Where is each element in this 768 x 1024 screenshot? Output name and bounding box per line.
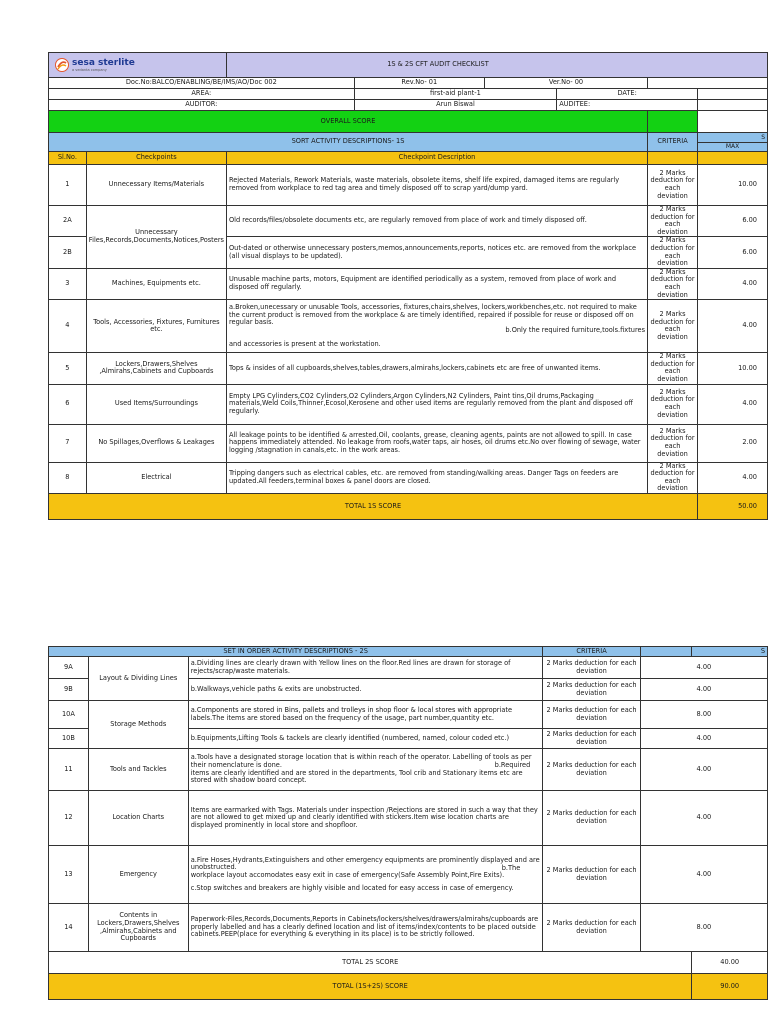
table-row: 12 Location Charts Items are earmarked with Tags. Materials under inspection /Rejections are stored in such a way that they are not allowed to get mixed up and clearly identified with stickers.Item wise location charts are displayed prominently in local store and shopfloor. 2 Marks deduction for each deviation 4.00 <box>49 791 768 846</box>
set-criteria-header: CRITERIA <box>543 647 641 657</box>
table-row: 11 Tools and Tackles a.Tools have a designated storage location that is within reach of the operator. Labelling of tools as per their nomenclature is done. b.Required items are clearly identified and are stored in the departments, Tool crib and Stationary items etc are stored with shadow board concept. 2 Marks deduction for each deviation 4.00 <box>49 749 768 791</box>
logo-name: sesa sterlite <box>72 57 135 68</box>
checkpoints-header: Checkpoints <box>86 152 226 165</box>
total-2s-label: TOTAL 2S SCORE <box>49 952 692 974</box>
table-row: 13 Emergency a.Fire Hoses,Hydrants,Extinguishers and other emergency equipments are prominently displayed and are unobstructed. b.The workplace layout accomodates easy exit in case of emergency(Safe Assembly Point,Fire Exits). c.Stop switches and breakers are highly visible and located for easy access in case of emergency. 2 Marks deduction for each deviation 4.00 <box>49 846 768 904</box>
total-1s-row <box>49 493 768 519</box>
auditee-value[interactable] <box>698 100 768 111</box>
table-row: 14 Contents in Lockers,Drawers,Shelves ,Almirahs,Cabinets and Cupboards Paperwork-Files,Records,Documents,Reports in Cabinets/lockers/shelves/drawers/almirahs/cupboards are properly labelled and has a clearly defined location and list of items/index/contents to be placed outside cabinets.PEEP(place for everything & everything in its place) is to be strictly followed. 2 Marks deduction for each deviation 8.00 <box>49 904 768 952</box>
version-number: Ver.No- 00 <box>484 78 647 89</box>
total-all-label: TOTAL (1S+2S) SCORE <box>49 974 692 1000</box>
auditor-label: AUDITOR: <box>49 100 355 111</box>
criteria-header: CRITERIA <box>648 133 698 152</box>
set-in-order-table: SET IN ORDER ACTIVITY DESCRIPTIONS - 2S CRITERIA S 9A Layout & Dividing Lines a.Dividing lines are clearly drawn with Yellow lines on the floor.Red lines are drawn for storage of rejects/scrap/waste materials. 2 Marks deduction for each deviation 4.00 9B b.Walkways,vehicle paths & exits are unobstructed. 2 Marks deduction for each deviation 4.00 10A Storage Methods a.Components are stored in Bins, pallets and trolleys in shop floor & local stores with appropriate labels.The items are stored based on the frequency of the usage, part number,quantity etc. 2 Marks deduction for each deviation 8.00 10B b.Equipments,Lifting Tools & tackels are clearly identified (numbered, named, colour coded etc.) 2 Marks deduction for each deviation 4.00 11 Tools and Tackles a.Tools have a designated storage location that is within reach of the operator. Labelling of tools as per their nomenclature is done. b.Required items are clearly identified and are stored in the departments, Tool crib and Stationary items etc are stored with shadow board concept. 2 Marks deduction for each deviation 4.00 12 Location Charts Items are earmarked with Tags. Materials under inspection /Rejections are stored in such a way that they are not allowed to get mixed up and clearly identified with stickers.Item wise location charts are displayed prominently in local store and shopfloor. 2 Marks deduction for each deviation 4.00 13 Emergency a.Fire Hoses,Hydrants,Extinguishers and other emergency equipments are prominently displayed and are unobstructed. b.The workplace layout accomodates easy exit in case of emergency(Safe Assembly Point,Fire Exits). c.Stop switches and breakers are highly visible and located for easy access in case of emergency. 2 Marks deduction for each deviation 4.00 14 Contents in Lockers,Drawers,Shelves ,Almirahs,Cabinets and Cupboards Paperwork-Files,Records,Documents,Reports in Cabinets/lockers/shelves/drawers/almirahs/cupboards are properly labelled and has a clearly defined location and list of items/index/contents to be placed outside cabinets.PEEP(place for everything & everything in its place) is to be strictly followed. 2 Marks deduction for each deviation 8.00 TOTAL 2S SCORE 40.00 TOTAL (1S+2S) SCORE 90.00 <box>48 646 768 1000</box>
total-all-row <box>49 974 768 1000</box>
table-row: 5 Lockers,Drawers,Shelves ,Almirahs,Cabinets and Cupboards Tops & insides of all cupboards,shelves,tables,drawers,almirahs,lockers,cabinets etc are free of unwanted items. 2 Marks deduction for each deviation 10.00 <box>49 353 768 384</box>
date-value[interactable] <box>698 89 768 100</box>
table-row: 2B Out-dated or otherwise unnecessary posters,memos,announcements,reports, notices etc. are removed from the workplace (all visual displays to be updated). 2 Marks deduction for each deviation 6.00 <box>49 237 768 268</box>
date-label: DATE: <box>557 89 698 100</box>
table-row: 6 Used Items/Surroundings Empty LPG Cylinders,CO2 Cylinders,O2 Cylinders,Argon Cylinders,N2 Cylinders, Paint tins,Oil drums,Packaging materials,Weld Coils,Thinner,Ecosol,Kerosene and other used items are regularly removed from the plant and disposed off regularly. 2 Marks deduction for each deviation 4.00 <box>49 384 768 424</box>
audit-checklist-sheet <box>48 0 768 1024</box>
total-2s-value: 40.00 <box>692 952 768 974</box>
total-1s-label: TOTAL 1S SCORE <box>49 493 698 519</box>
table-row: 1 Unnecessary Items/Materials Rejected Materials, Rework Materials, waste materials, obsolete items, shelf life expired, damaged items are regularly removed from workplace to red tag area and timely disposed off to scrap yard/dump yard. 2 Marks deduction for each deviation 10.00 <box>49 165 768 206</box>
table-row: 10A Storage Methods a.Components are stored in Bins, pallets and trolleys in shop floor & local stores with appropriate labels.The items are stored based on the frequency of the usage, part number,quantity etc. 2 Marks deduction for each deviation 8.00 <box>49 701 768 729</box>
area-label: AREA: <box>49 89 355 100</box>
table-row: 3 Machines, Equipments etc. Unusable machine parts, motors, Equipment are identified periodically as a system, removed from place of work and disposed off regularly. 2 Marks deduction for each deviation 4.00 <box>49 268 768 299</box>
auditee-label: AUDITEE: <box>557 100 698 111</box>
logo-cell <box>49 53 227 78</box>
sl-no-header: Sl.No. <box>49 152 87 165</box>
table-row: 9A Layout & Dividing Lines a.Dividing lines are clearly drawn with Yellow lines on the floor.Red lines are drawn for storage of rejects/scrap/waste materials. 2 Marks deduction for each deviation 4.00 <box>49 657 768 679</box>
auditor-value[interactable]: Arun Biswal <box>354 100 557 111</box>
table-row: 2A Unnecessary Files,Records,Documents,Notices,Posters Old records/files/obsolete documents etc, are regularly removed from place of work and timely disposed off. 2 Marks deduction for each deviation 6.00 <box>49 206 768 237</box>
set-section-title: SET IN ORDER ACTIVITY DESCRIPTIONS - 2S <box>49 647 543 657</box>
doc-number: Doc.No:BALCO/ENABLING/BE/IMS/AO/Doc 002 <box>49 78 355 89</box>
sort-activity-table <box>48 52 768 520</box>
page-title: 1S & 2S CFT AUDIT CHECKLIST <box>226 53 767 78</box>
logo-tagline: a vedanta company <box>72 67 107 72</box>
max-header: S MAX <box>698 133 768 152</box>
total-all-value: 90.00 <box>692 974 768 1000</box>
table-row: 9B b.Walkways,vehicle paths & exits are unobstructed. 2 Marks deduction for each deviation 4.00 <box>49 679 768 701</box>
table-row: 7 No Spillages,Overflows & Leakages All leakage points to be identified & arrested.Oil, coolants, grease, cleaning agents, paints are not allowed to spill. In case happens immediately attended. No leakage from roofs,water taps, air hoses, oil drums etc.No over flowing of sewage, water logging /stagnation in canals,etc. in the work areas. 2 Marks deduction for each deviation 2.00 <box>49 424 768 462</box>
revision-number: Rev.No- 01 <box>354 78 484 89</box>
total-1s-value: 50.00 <box>698 493 768 519</box>
area-value[interactable]: first-aid plant-1 <box>354 89 557 100</box>
description-header: Checkpoint Description <box>226 152 647 165</box>
sesa-sterlite-logo-icon <box>55 58 69 72</box>
total-2s-row <box>49 952 768 974</box>
table-row: 8 Electrical Tripping dangers such as electrical cables, etc. are removed from standing/walking areas. Danger Tags on feeders are updated.All feeders,terminal boxes & panel doors are closed. 2 Marks deduction for each deviation 4.00 <box>49 462 768 493</box>
overall-score-label: OVERALL SCORE <box>49 111 648 133</box>
table-row: 4 Tools, Accessories, Fixtures, Furnitures etc. a.Broken,unecessary or unusable Tools, accessories, fixtures,chairs,shelves, lockers,workbenches,etc. not required to make the current product is removed from the workplace & are timely identified, repaired if possible for reuse or disposed off on regular basis. b.Only the required furniture,tools.fixtures and accessories is present at the workstation. 2 Marks deduction for each deviation 4.00 <box>49 300 768 353</box>
sort-section-title: SORT ACTIVITY DESCRIPTIONS- 1S <box>49 133 648 152</box>
table-row: 10B b.Equipments,Lifting Tools & tackels are clearly identified (numbered, named, colour coded etc.) 2 Marks deduction for each deviation 4.00 <box>49 729 768 749</box>
